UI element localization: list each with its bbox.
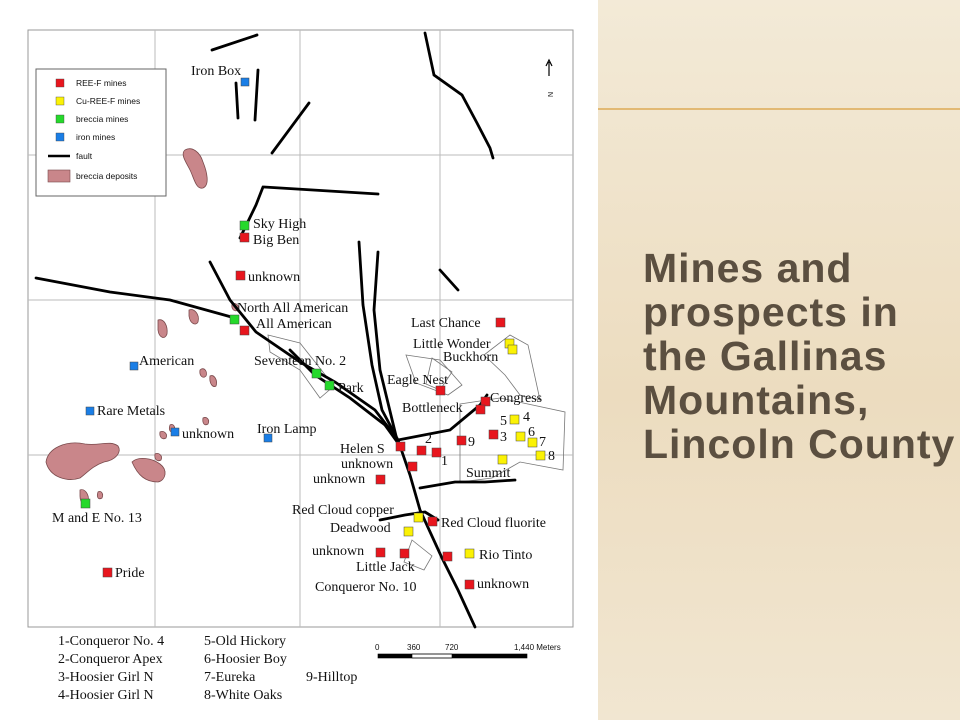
cu-mine-marker bbox=[498, 455, 507, 464]
cu-mine-marker bbox=[516, 432, 525, 441]
label-little-jack: Little Jack bbox=[356, 560, 415, 575]
breccia-mine-marker bbox=[325, 381, 334, 390]
label-congress: Congress bbox=[490, 391, 543, 406]
label-unknown: unknown bbox=[312, 544, 365, 559]
label-little-wonder: Little Wonder bbox=[413, 337, 491, 352]
label-number-3: 3 bbox=[500, 430, 507, 445]
label-seventeen: Seventeen No. 2 bbox=[254, 354, 347, 369]
key-item: 7-Eureka bbox=[204, 670, 256, 685]
cu-mine-marker bbox=[508, 345, 517, 354]
ree-mine-marker bbox=[103, 568, 112, 577]
ree-mine-marker bbox=[428, 517, 437, 526]
breccia-mine-marker bbox=[312, 369, 321, 378]
key-item: 4-Hoosier Girl N bbox=[58, 688, 154, 703]
ree-mine-marker bbox=[417, 446, 426, 455]
scale-tick-label: 1,440 Meters bbox=[514, 643, 561, 652]
label-park: Park bbox=[338, 381, 364, 396]
label-american: American bbox=[139, 354, 195, 369]
slide-title-line: Lincoln County bbox=[643, 421, 956, 467]
legend-iron-mines: iron mines bbox=[76, 132, 116, 142]
legend-breccia-deposits: breccia deposits bbox=[76, 171, 138, 181]
ree-mine-marker bbox=[236, 271, 245, 280]
ree-mine-marker bbox=[476, 405, 485, 414]
label-number-7: 7 bbox=[539, 435, 546, 450]
label-buckhorn: Buckhorn bbox=[443, 350, 499, 365]
ree-mine-marker bbox=[240, 233, 249, 242]
cu-mine-marker bbox=[536, 451, 545, 460]
ree-mine-marker bbox=[432, 448, 441, 457]
label-eagle-nest: Eagle Nest bbox=[387, 373, 449, 388]
label-number-9: 9 bbox=[468, 435, 475, 450]
label-rare-metals: Rare Metals bbox=[97, 404, 166, 419]
key-item: 1-Conqueror No. 4 bbox=[58, 634, 165, 649]
breccia-mine-marker bbox=[240, 221, 249, 230]
key-item: 5-Old Hickory bbox=[204, 634, 287, 649]
breccia-mine-marker bbox=[230, 315, 239, 324]
ree-mine-marker bbox=[240, 326, 249, 335]
label-big-ben: Big Ben bbox=[253, 233, 300, 248]
label-m-and-e: M and E No. 13 bbox=[52, 511, 142, 526]
label-all-american: All American bbox=[256, 317, 332, 332]
label-number-5: 5 bbox=[500, 414, 507, 429]
label-unknown: unknown bbox=[313, 472, 366, 487]
label-iron-lamp: Iron Lamp bbox=[257, 422, 317, 437]
cu-mine-marker bbox=[510, 415, 519, 424]
iron-mine-marker bbox=[241, 78, 249, 86]
ree-mine-marker bbox=[489, 430, 498, 439]
ree-mine-marker bbox=[396, 442, 405, 451]
label-pride: Pride bbox=[115, 566, 145, 581]
label-number-1: 1 bbox=[441, 454, 448, 469]
slide-title-line: prospects in bbox=[643, 289, 899, 335]
label-number-6: 6 bbox=[528, 425, 535, 440]
key-item: 6-Hoosier Boy bbox=[204, 652, 287, 667]
label-bottleneck: Bottleneck bbox=[402, 401, 463, 416]
ree-mine-marker bbox=[376, 548, 385, 557]
title-divider bbox=[598, 108, 960, 110]
north-arrow-label: N bbox=[548, 91, 555, 97]
slide-title bbox=[643, 245, 956, 467]
label-summit: Summit bbox=[466, 466, 511, 481]
label-red-cloud-copper: Red Cloud copper bbox=[292, 503, 394, 518]
label-conqueror-10: Conqueror No. 10 bbox=[315, 580, 417, 595]
label-number-8: 8 bbox=[548, 449, 555, 464]
iron-mine-marker bbox=[130, 362, 138, 370]
key-item: 3-Hoosier Girl N bbox=[58, 670, 154, 685]
iron-mine-marker bbox=[171, 428, 179, 436]
slide-title-line: Mines and bbox=[643, 245, 853, 291]
label-unknown: unknown bbox=[477, 577, 530, 592]
label-unknown: unknown bbox=[341, 457, 394, 472]
key-item: 9-Hilltop bbox=[306, 670, 358, 685]
ree-mine-marker bbox=[443, 552, 452, 561]
label-red-cloud-fluorite: Red Cloud fluorite bbox=[441, 516, 546, 531]
key-item: 8-White Oaks bbox=[204, 688, 283, 703]
legend-breccia-mines: breccia mines bbox=[76, 114, 129, 124]
label-iron-box: Iron Box bbox=[191, 64, 242, 79]
cu-mine-marker bbox=[414, 513, 423, 522]
scale-tick-label: 720 bbox=[445, 643, 459, 652]
label-north-all-american: North All American bbox=[237, 301, 349, 316]
cu-mine-marker bbox=[404, 527, 413, 536]
label-last-chance: Last Chance bbox=[411, 316, 481, 331]
key-item: 2-Conqueror Apex bbox=[58, 652, 163, 667]
ree-mine-marker bbox=[400, 549, 409, 558]
label-unknown: unknown bbox=[248, 270, 301, 285]
label-number-2: 2 bbox=[425, 432, 432, 447]
label-rio-tinto: Rio Tinto bbox=[479, 548, 533, 563]
ree-mine-marker bbox=[481, 397, 490, 406]
ree-mine-marker bbox=[465, 580, 474, 589]
ree-mine-marker bbox=[376, 475, 385, 484]
slide-title-line: Mountains, bbox=[643, 377, 870, 423]
legend-ree: REE-F mines bbox=[76, 78, 127, 88]
legend-cu: Cu-REE-F mines bbox=[76, 96, 141, 106]
ree-mine-marker bbox=[408, 462, 417, 471]
legend bbox=[36, 69, 166, 196]
label-helen-s: Helen S bbox=[340, 442, 385, 457]
breccia-mine-marker bbox=[81, 499, 90, 508]
ree-mine-marker bbox=[496, 318, 505, 327]
label-unknown: unknown bbox=[182, 427, 235, 442]
scale-tick-label: 0 bbox=[375, 643, 380, 652]
label-sky-high: Sky High bbox=[253, 217, 307, 232]
slide-title-line: the Gallinas bbox=[643, 333, 888, 379]
label-number-4: 4 bbox=[523, 410, 530, 425]
scale-tick-label: 360 bbox=[407, 643, 421, 652]
ree-mine-marker bbox=[457, 436, 466, 445]
legend-fault: fault bbox=[76, 151, 93, 161]
iron-mine-marker bbox=[86, 407, 94, 415]
label-deadwood: Deadwood bbox=[330, 521, 391, 536]
cu-mine-marker bbox=[465, 549, 474, 558]
